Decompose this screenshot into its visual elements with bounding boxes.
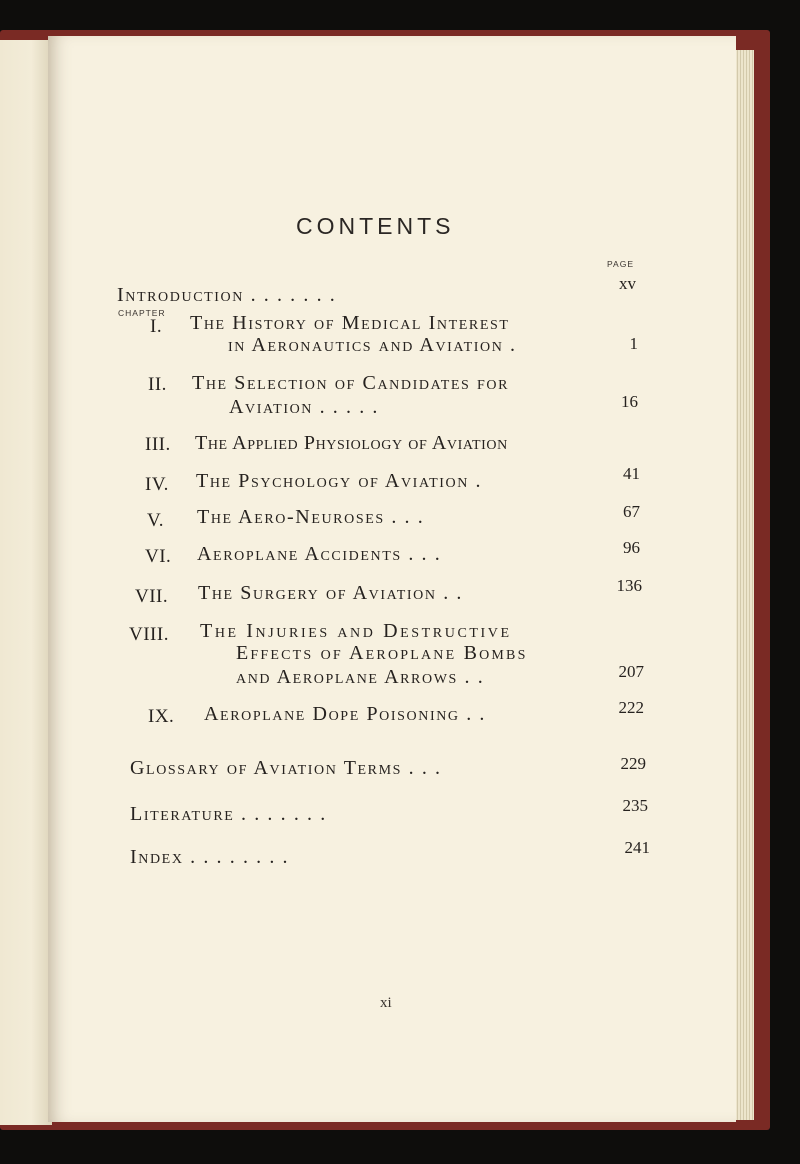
- toc-page-chapter-4: 41: [623, 464, 640, 483]
- toc-entry-chapter-1: The History of Medical Interest: [190, 312, 510, 334]
- toc-entry-introduction: Introduction . . . . . . .: [117, 284, 337, 306]
- toc-page-chapter-8: 207: [618, 662, 644, 681]
- toc-page-chapter-7: 136: [616, 576, 642, 595]
- toc-entry-chapter-8-line3: and Aeroplane Arrows . .: [236, 666, 485, 688]
- page-column-label: PAGE: [607, 259, 634, 269]
- toc-chapter-number: III.: [145, 434, 171, 455]
- toc-chapter-number: VI.: [145, 546, 172, 567]
- toc-chapter-number: V.: [147, 510, 165, 531]
- toc-page-chapter-9: 222: [618, 698, 644, 717]
- toc-entry-chapter-4: The Psychology of Aviation .: [196, 470, 483, 492]
- toc-page-index: 241: [624, 838, 650, 857]
- toc-page-chapter-1: 1: [629, 334, 638, 353]
- page-folio: xi: [380, 995, 392, 1011]
- chapter-column-label: CHAPTER: [118, 308, 166, 318]
- toc-page-glossary: 229: [620, 754, 646, 773]
- toc-entry-literature: Literature . . . . . . .: [130, 803, 327, 825]
- toc-chapter-number: II.: [148, 374, 167, 395]
- toc-page-literature: 235: [622, 796, 648, 815]
- toc-entry-chapter-8-line2: Effects of Aeroplane Bombs: [236, 642, 528, 664]
- toc-chapter-number: VII.: [135, 586, 169, 607]
- toc-chapter-number: VIII.: [129, 624, 169, 645]
- toc-entry-chapter-3: The Applied Physiology of Aviation: [195, 432, 508, 454]
- toc-chapter-number: I.: [150, 316, 163, 337]
- toc-entry-chapter-2: The Selection of Candidates for: [192, 372, 510, 394]
- toc-page-chapter-2: 16: [621, 392, 638, 411]
- toc-chapter-number: IV.: [145, 474, 169, 495]
- toc-entry-chapter-2-line2: Aviation . . . . .: [229, 396, 380, 418]
- page-title: CONTENTS: [296, 213, 455, 239]
- toc-entry-chapter-6: Aeroplane Accidents . . .: [197, 543, 442, 565]
- toc-entry-chapter-5: The Aero-Neuroses . . .: [197, 506, 425, 528]
- toc-page-chapter-6: 96: [623, 538, 640, 557]
- left-page: [0, 40, 52, 1125]
- toc-entry-chapter-1-line2: in Aeronautics and Aviation .: [228, 334, 517, 356]
- toc-entry-glossary: Glossary of Aviation Terms . . .: [130, 757, 442, 779]
- toc-entry-chapter-9: Aeroplane Dope Poisoning . .: [204, 703, 487, 725]
- toc-entry-chapter-8: The Injuries and Destructive: [200, 620, 512, 642]
- toc-page-chapter-5: 67: [623, 502, 640, 521]
- toc-page-introduction: xv: [619, 274, 636, 293]
- toc-entry-index: Index . . . . . . . .: [130, 846, 290, 868]
- toc-chapter-number: IX.: [148, 706, 175, 727]
- toc-entry-chapter-7: The Surgery of Aviation . .: [198, 582, 463, 604]
